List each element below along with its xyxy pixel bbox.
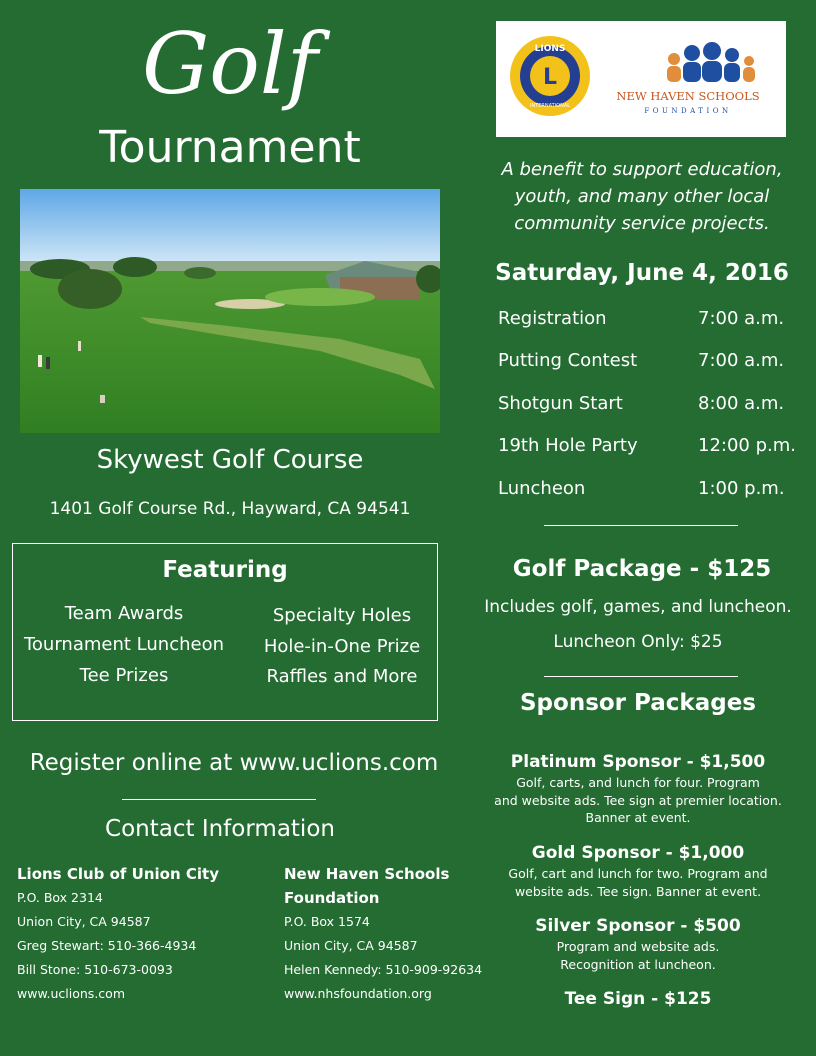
divider xyxy=(544,525,738,526)
feature-item: Hole-in-One Prize xyxy=(263,636,421,657)
schedule-event: Registration xyxy=(498,308,607,329)
divider xyxy=(544,676,738,677)
schedule-row xyxy=(498,308,808,338)
svg-text:L: L xyxy=(542,65,558,90)
sponsor-desc-line: Program and website ads. xyxy=(556,939,720,954)
feature-item: Tournament Luncheon xyxy=(23,634,224,655)
sponsor-packages-title: Sponsor Packages xyxy=(519,690,756,716)
contact-line: P.O. Box 2314 xyxy=(17,890,103,905)
featuring-title: Featuring xyxy=(162,557,288,583)
lions-logo-subtext: INTERNATIONAL xyxy=(529,103,571,109)
schedule-time: 8:00 a.m. xyxy=(698,393,785,414)
event-date: Saturday, June 4, 2016 xyxy=(495,260,789,286)
register-online: Register online at www.uclions.com xyxy=(29,750,439,776)
feature-item: Team Awards xyxy=(64,603,184,624)
schedule-row xyxy=(498,350,808,380)
sponsor-description xyxy=(468,938,808,973)
contact-org-name: Lions Club of Union City xyxy=(17,865,219,883)
sponsor-name: Gold Sponsor - $1,000 xyxy=(531,843,745,863)
benefit-statement xyxy=(488,156,796,237)
contact-line: Union City, CA 94587 xyxy=(284,938,418,953)
contact-website: www.nhsfoundation.org xyxy=(284,986,432,1001)
sponsor-desc-line: Golf, carts, and lunch for four. Program xyxy=(516,775,760,790)
schedule-time: 12:00 p.m. xyxy=(698,435,796,456)
golf-package-title: Golf Package - $125 xyxy=(512,556,772,582)
schedule-time: 7:00 a.m. xyxy=(698,308,785,329)
sponsor-desc-line: Recognition at luncheon. xyxy=(560,956,716,972)
golf-course-photo xyxy=(20,189,440,433)
lions-logo-text: LIONS xyxy=(534,44,566,54)
sponsor-description xyxy=(468,774,808,827)
sponsor-desc-line: website ads. Tee sign. Banner at event. xyxy=(514,883,762,899)
venue-name: Skywest Golf Course xyxy=(96,445,364,475)
luncheon-only-price: Luncheon Only: $25 xyxy=(553,632,723,652)
divider xyxy=(122,799,316,800)
schedule-row xyxy=(498,478,808,508)
sponsor-logos xyxy=(496,21,786,137)
title-golf: Golf xyxy=(142,15,318,113)
feature-item: Specialty Holes xyxy=(272,605,412,626)
sponsor-desc-line: Banner at event. xyxy=(585,810,691,825)
sponsor-description xyxy=(468,865,808,900)
sponsor-desc-line: and website ads. Tee sign at premier location. xyxy=(494,792,782,808)
schedule-time: 7:00 a.m. xyxy=(698,350,785,371)
contact-line: Helen Kennedy: 510-909-92634 xyxy=(284,962,483,977)
venue-address: 1401 Golf Course Rd., Hayward, CA 94541 xyxy=(49,499,411,519)
schedule-row xyxy=(498,393,808,423)
schedule-row xyxy=(498,435,808,465)
schedule-event: Luncheon xyxy=(498,478,586,499)
schedule-event: Putting Contest xyxy=(498,350,638,371)
contact-title: Contact Information xyxy=(105,816,335,842)
feature-item: Raffles and More xyxy=(266,666,418,687)
feature-item: Tee Prizes xyxy=(79,665,169,686)
schedule-time: 1:00 p.m. xyxy=(698,478,785,499)
sponsor-name: Tee Sign - $125 xyxy=(564,989,712,1009)
nhsf-logo-text: NEW HAVEN SCHOOLS xyxy=(616,89,760,103)
sponsor-desc-line: Golf, cart and lunch for two. Program and xyxy=(508,866,768,881)
contact-lions xyxy=(17,862,267,1006)
sponsor-name: Platinum Sponsor - $1,500 xyxy=(510,752,766,772)
golf-package-description: Includes golf, games, and luncheon. xyxy=(484,597,792,617)
benefit-line: A benefit to support education, xyxy=(501,159,783,180)
contact-line: Greg Stewart: 510-366-4934 xyxy=(17,938,197,953)
logos-graphic xyxy=(496,21,786,137)
contact-org-name: New Haven Schools xyxy=(284,865,450,883)
benefit-line: youth, and many other local xyxy=(514,186,770,207)
title-tournament: Tournament xyxy=(99,122,361,173)
contact-line: Union City, CA 94587 xyxy=(17,914,151,929)
contact-org-name: Foundation xyxy=(284,889,380,907)
contact-nhsf xyxy=(284,862,504,1006)
contact-line: P.O. Box 1574 xyxy=(284,914,370,929)
schedule-event: Shotgun Start xyxy=(498,393,623,414)
benefit-line: community service projects. xyxy=(514,213,770,234)
lions-logo xyxy=(510,36,590,116)
nhsf-logo-subtext: FOUNDATION xyxy=(644,107,732,115)
nhsf-logo xyxy=(616,42,759,115)
contact-website: www.uclions.com xyxy=(17,986,125,1001)
contact-line: Bill Stone: 510-673-0093 xyxy=(17,962,173,977)
sponsor-name: Silver Sponsor - $500 xyxy=(535,916,741,936)
schedule-event: 19th Hole Party xyxy=(498,435,638,456)
golf-course-image xyxy=(20,189,440,433)
